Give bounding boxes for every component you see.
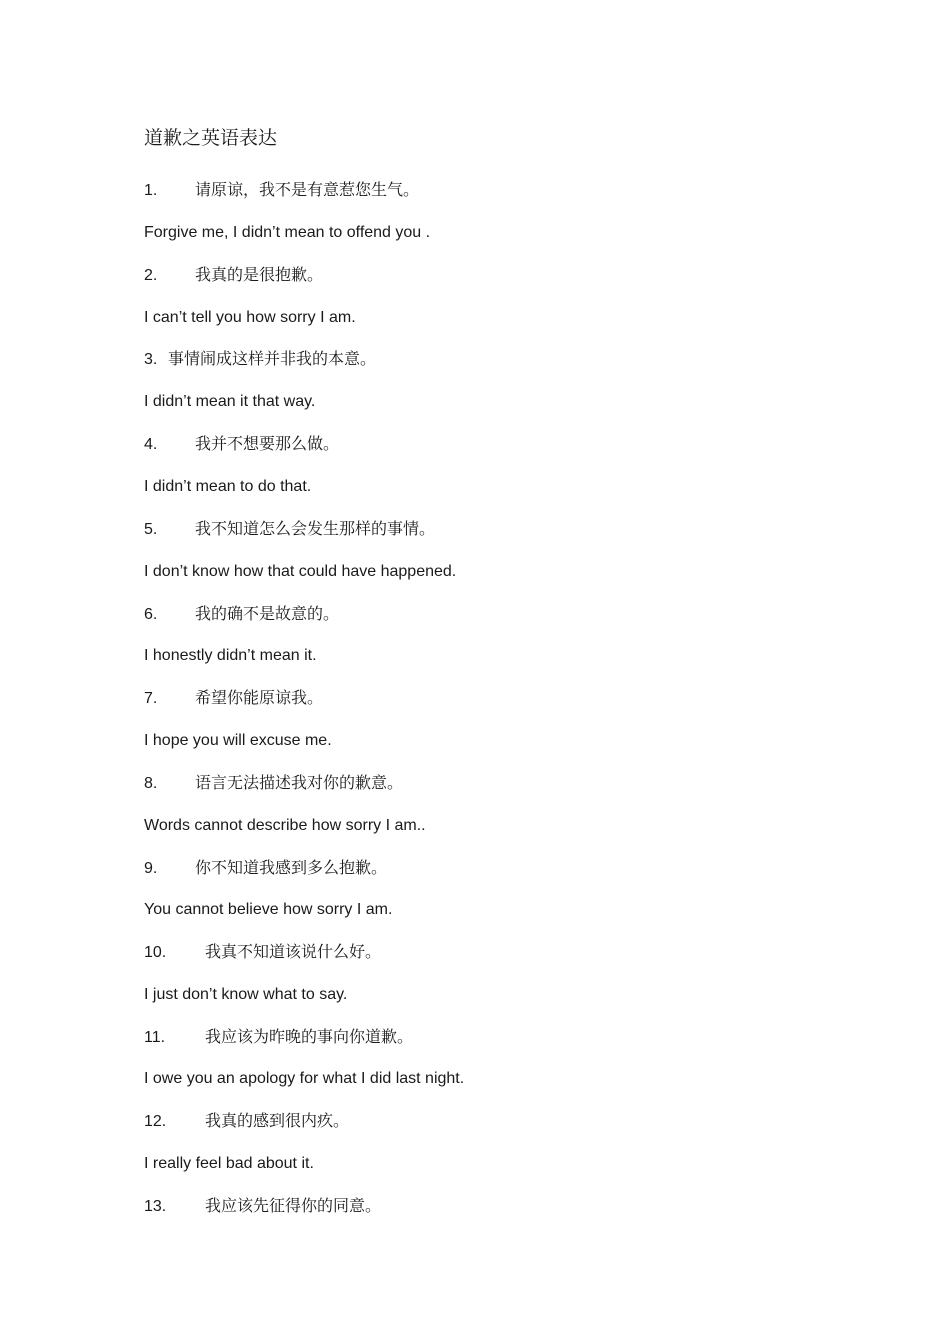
- phrase-zh-text: 希望你能原谅我。: [195, 688, 324, 707]
- phrase-en-12: I really feel bad about it.: [144, 1155, 314, 1172]
- phrase-en-3: I didn’t mean it that way.: [144, 393, 316, 410]
- item-number: 1.: [144, 182, 158, 199]
- phrase-zh-text: 我的确不是故意的。: [195, 604, 340, 623]
- phrase-en-1: Forgive me, I didn’t mean to offend you .: [144, 224, 431, 241]
- phrase-en-10: I just don’t know what to say.: [144, 986, 348, 1003]
- phrase-zh-text: 我不知道怎么会发生那样的事情。: [195, 519, 436, 538]
- item-number: 8.: [144, 775, 158, 792]
- phrase-zh-text: 我真的感到很内疚。: [205, 1111, 350, 1130]
- phrase-zh-text: 我应该为昨晚的事向你道歉。: [205, 1027, 414, 1046]
- phrase-zh-text: 事情闹成这样并非我的本意。: [168, 349, 377, 368]
- item-number: 10.: [144, 944, 167, 961]
- phrase-zh-text: 我并不想要那么做。: [195, 434, 340, 453]
- phrase-zh-6: [144, 602, 339, 626]
- item-number: 12.: [144, 1113, 167, 1130]
- item-number: 2.: [144, 267, 158, 284]
- item-number: 13.: [144, 1198, 167, 1215]
- phrase-zh-8: [144, 771, 403, 795]
- phrase-zh-11: [144, 1025, 413, 1049]
- phrase-zh-text: 我真的是很抱歉。: [195, 265, 324, 284]
- phrase-en-2: I can’t tell you how sorry I am.: [144, 309, 356, 326]
- item-number: 5.: [144, 521, 158, 538]
- phrase-en-7: I hope you will excuse me.: [144, 732, 332, 749]
- phrase-zh-text: 语言无法描述我对你的歉意。: [195, 773, 404, 792]
- phrase-zh-12: [144, 1109, 349, 1133]
- phrase-zh-10: [144, 940, 381, 964]
- phrase-zh-3: [144, 347, 376, 371]
- phrase-zh-2: [144, 263, 323, 287]
- item-number: 9.: [144, 860, 158, 877]
- phrase-en-6: I honestly didn’t mean it.: [144, 647, 317, 664]
- phrase-zh-text: 我真不知道该说什么好。: [205, 942, 382, 961]
- phrase-en-11: I owe you an apology for what I did last night.: [144, 1070, 465, 1087]
- item-number: 3.: [144, 351, 158, 368]
- phrase-zh-13: [144, 1194, 381, 1218]
- phrase-zh-text: 我应该先征得你的同意。: [205, 1196, 382, 1215]
- phrase-en-9: You cannot believe how sorry I am.: [144, 901, 393, 918]
- phrase-en-5: I don’t know how that could have happened.: [144, 563, 457, 580]
- phrase-en-8: Words cannot describe how sorry I am..: [144, 817, 426, 834]
- item-number: 4.: [144, 436, 158, 453]
- phrase-zh-7: [144, 686, 323, 710]
- phrase-zh-5: [144, 517, 435, 541]
- phrase-zh-4: [144, 432, 339, 456]
- phrase-en-4: I didn’t mean to do that.: [144, 478, 312, 495]
- phrase-zh-text: 请原谅，我不是有意惹您生气。: [195, 180, 420, 199]
- item-number: 6.: [144, 606, 158, 623]
- item-number: 7.: [144, 690, 158, 707]
- phrase-zh-text: 你不知道我感到多么抱歉。: [195, 858, 388, 877]
- page-title: 道歉之英语表达: [144, 127, 278, 149]
- item-number: 11.: [144, 1029, 166, 1046]
- phrase-zh-9: [144, 856, 387, 880]
- phrase-zh-1: [144, 178, 419, 202]
